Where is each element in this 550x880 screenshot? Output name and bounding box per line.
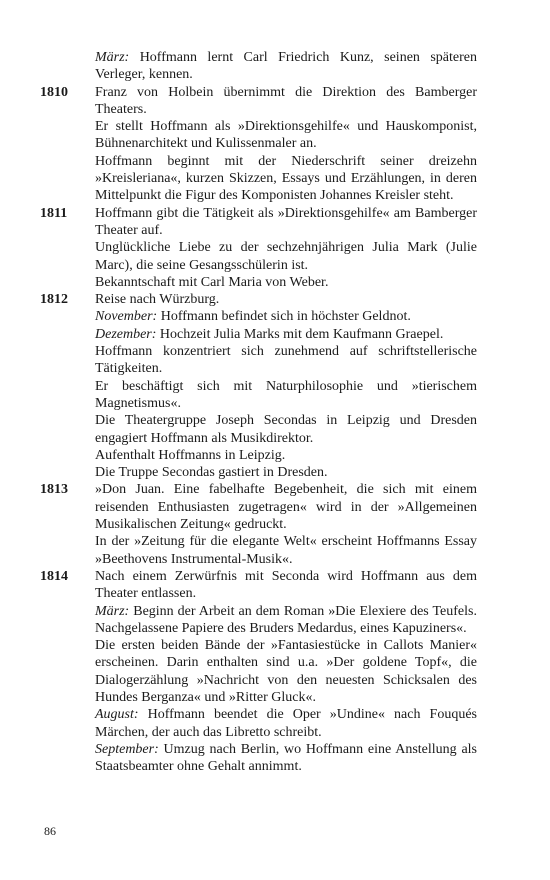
entry-year: 1812 [40, 292, 68, 308]
entry-paragraph [95, 533, 477, 568]
chronology-entry [40, 291, 477, 481]
entry-paragraph [95, 378, 477, 413]
chronology-list [40, 49, 477, 775]
paragraph-date-lead: März: [95, 50, 130, 65]
entry-paragraph [95, 464, 477, 481]
chronology-entry [40, 568, 477, 776]
entry-paragraph [95, 49, 477, 84]
page-number: 86 [44, 824, 56, 838]
entry-paragraph [95, 603, 477, 638]
paragraph-text: Umzug nach Berlin, wo Hoffmann eine Anstellung als Staatsbeamter ohne Gehalt annimmt. [95, 741, 477, 775]
paragraph-text: Franz von Holbein übernimmt die Direktion des Bamberger Theaters. [95, 84, 477, 117]
paragraph-text: Er stellt Hoffmann als »Direktionsgehilfe« und Hauskomponist, Bühnenarchitekt und Kulissenmaler an. [95, 119, 477, 152]
entry-paragraph [95, 326, 477, 343]
paragraph-text: Hoffmann lernt Carl Friedrich Kunz, seinen späteren Verleger, kennen. [95, 50, 477, 83]
entry-paragraph [95, 118, 477, 153]
paragraph-text: Hoffmann beginnt mit der Niederschrift seiner dreizehn »Kreisleriana«, kurzen Skizzen, Essays und Erzählungen, in deren Mittelpunkt die Figur des Komponisten Johannes Kreisler steht. [95, 153, 477, 204]
chronology-entry [40, 49, 477, 84]
paragraph-text: Aufenthalt Hoffmanns in Leipzig. [95, 447, 286, 463]
paragraph-text: Hoffmann beendet die Oper »Undine« nach Fouqués Märchen, der auch das Libretto schreibt. [95, 707, 477, 740]
entry-paragraph [95, 481, 477, 533]
paragraph-text: Die ersten beiden Bände der »Fantasiestücke in Callots Manier« erscheinen. Darin enthalten sind u.a. »Der goldene Topf«, die Dialogerzählung »Nachricht von den neuesten Schicksalen des Hundes Berganza« und »Ritter Gluck«. [95, 638, 477, 705]
entry-year: 1813 [40, 482, 68, 498]
paragraph-text: Hoffmann befindet sich in höchster Geldnot. [157, 309, 411, 325]
paragraph-text: Hoffmann gibt die Tätigkeit als »Direktionsgehilfe« am Bamberger Theater auf. [95, 205, 477, 238]
entry-paragraph [95, 412, 477, 447]
paragraph-date-lead: Dezember: [95, 326, 157, 342]
entry-year: 1810 [40, 84, 68, 100]
paragraph-text: Er beschäftigt sich mit Naturphilosophie und »tierischem Magnetismus«. [95, 378, 477, 411]
paragraph-date-lead: August: [95, 707, 139, 723]
entry-paragraph [95, 153, 477, 205]
entry-paragraph [95, 343, 477, 378]
entry-paragraph [95, 274, 477, 291]
entry-year: 1814 [40, 568, 68, 584]
paragraph-text: Reise nach Würzburg. [95, 292, 220, 308]
entry-paragraph [95, 291, 477, 308]
paragraph-text: Hochzeit Julia Marks mit dem Kaufmann Graepel. [156, 326, 444, 342]
paragraph-text: »Don Juan. Eine fabelhafte Begebenheit, die sich mit einem reisenden Enthusiasten zugetragen« wird in der »Allgemeinen Musikalischen Zeitung« gedruckt. [95, 482, 477, 533]
entry-paragraph [95, 239, 477, 274]
entry-paragraphs [95, 205, 477, 291]
paragraph-date-lead: November: [95, 309, 158, 325]
entry-year: 1811 [40, 205, 68, 221]
chronology-entry [40, 481, 477, 567]
entry-paragraph [95, 706, 477, 741]
paragraph-text: Beginn der Arbeit an dem Roman »Die Elexiere des Teufels. Nachgelassene Papiere des Bruders Medardus, eines Kapuziners«. [95, 603, 477, 636]
entry-paragraph [95, 741, 477, 776]
entry-paragraph [95, 568, 477, 603]
paragraph-text: Die Theatergruppe Joseph Secondas in Leipzig und Dresden engagiert Hoffmann als Musikdirektor. [95, 413, 477, 446]
entry-paragraph [95, 637, 477, 706]
paragraph-date-lead: September: [95, 741, 159, 757]
entry-paragraph [95, 205, 477, 240]
paragraph-text: In der »Zeitung für die elegante Welt« erscheint Hoffmanns Essay »Beethovens Instrumental-Musik«. [95, 534, 477, 567]
entry-paragraphs [95, 568, 477, 776]
entry-paragraph [95, 308, 477, 325]
paragraph-text: Hoffmann konzentriert sich zunehmend auf schriftstellerische Tätigkeiten. [95, 344, 477, 377]
entry-paragraph [95, 84, 477, 119]
entry-paragraphs [95, 481, 477, 567]
entry-paragraphs [95, 49, 477, 84]
chronology-entry [40, 205, 477, 291]
paragraph-text: Bekanntschaft mit Carl Maria von Weber. [95, 274, 329, 290]
paragraph-text: Nach einem Zerwürfnis mit Seconda wird Hoffmann aus dem Theater entlassen. [95, 568, 477, 602]
entry-paragraph [95, 447, 477, 464]
entry-paragraphs [95, 291, 477, 481]
entry-paragraphs [95, 84, 477, 205]
paragraph-text: Unglückliche Liebe zu der sechzehnjährigen Julia Mark (Julie Marc), die seine Gesangsschülerin ist. [95, 240, 477, 273]
paragraph-date-lead: März: [95, 603, 130, 619]
paragraph-text: Die Truppe Secondas gastiert in Dresden. [95, 465, 328, 481]
chronology-entry [40, 84, 477, 205]
